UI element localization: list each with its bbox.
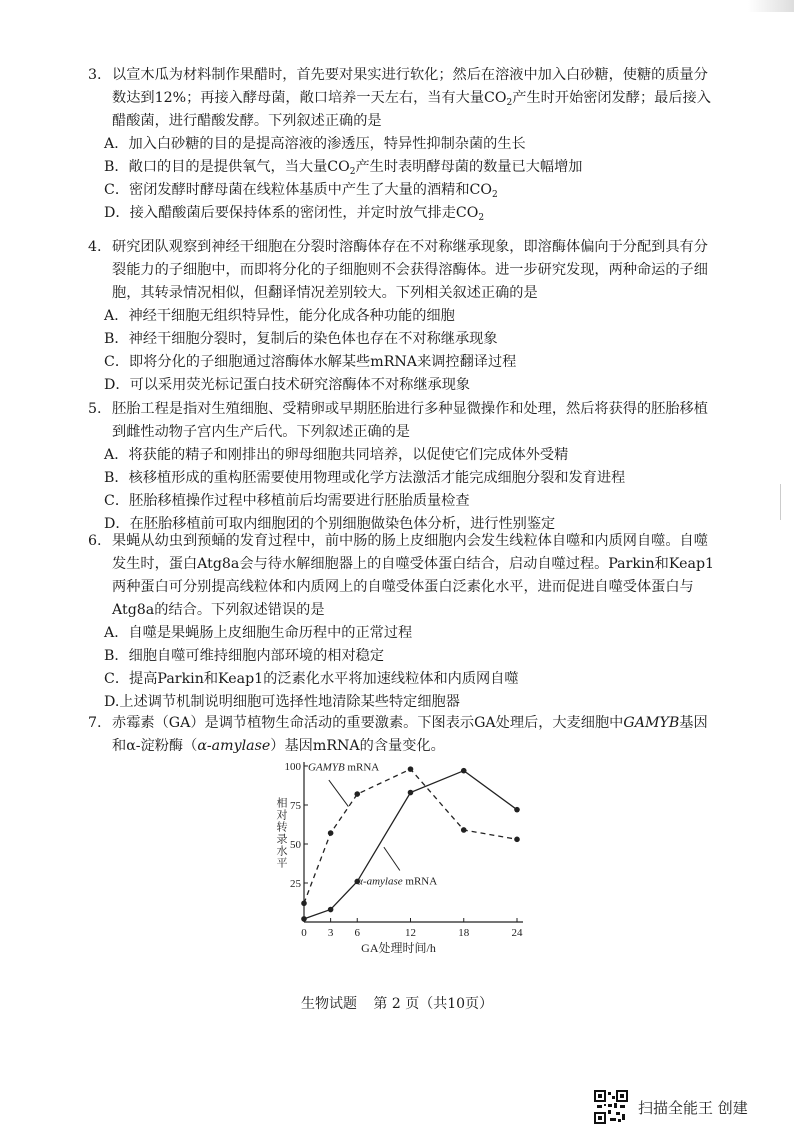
stem-text: 基因和α-淀粉酶（: [112, 715, 708, 754]
stem-text: 研究团队观察到神经干细胞在分裂时溶酶体存在不对称继承现象，即溶酶体偏向于分配到具有分裂能力的子细胞中，而即将分化的子细胞则不会获得溶酶体。进一步研究发现，两种命运的子细胞，其转录情况相似，但翻译情况差别较大。下列相关叙述正确的是: [112, 239, 708, 301]
option-label: C．: [104, 671, 130, 687]
data-point: [514, 837, 520, 843]
option-b: [88, 645, 718, 668]
option-text: 核移植形成的重构胚需要使用物理或化学方法激活才能完成细胞分裂和发育进程: [128, 470, 626, 486]
option-b: [88, 156, 718, 179]
data-point: [461, 827, 467, 833]
y-tick-label: 100: [284, 761, 301, 773]
subscript: 2: [349, 167, 356, 177]
option-label: D．: [104, 516, 130, 532]
x-tick-label: 6: [354, 927, 360, 939]
option-text: 自噬是果蝇肠上皮细胞生命历程中的正常过程: [128, 625, 413, 641]
question-5: [88, 398, 718, 536]
scanner-label: 扫描全能王 创建: [638, 1098, 748, 1117]
data-point: [328, 830, 334, 836]
option-text: 神经干细胞分裂时，复制后的染色体也存在不对称继承现象: [128, 331, 498, 347]
option-label: C．: [104, 493, 130, 509]
option-text: 将获能的精子和刚排出的卵母细胞共同培养，以促使它们完成体外受精: [128, 447, 569, 463]
y-axis-label: 相对转录水平: [275, 797, 287, 869]
option-label: D．: [104, 377, 130, 393]
option-c: [88, 668, 718, 691]
data-point: [408, 790, 414, 796]
data-point: [301, 916, 307, 922]
series-label-gamyb: GAMYB mRNA: [308, 761, 380, 774]
stem-text: 赤霉素（GA）是调节植物生命活动的重要激素。下图表示GA处理后，大麦细胞中: [112, 715, 624, 731]
option-label: A．: [104, 625, 129, 641]
subscript: 2: [478, 213, 485, 223]
stem-text: 果蝇从幼虫到预蛹的发育过程中，前中肠的肠上皮细胞内会发生线粒体自噬和内质网自噬。自噬发生时，蛋白Atg8a会与待水解细胞器上的自噬受体蛋白结合，启动自噬过程。Parkin和Keap1两种蛋白可分别提高线粒体和内质网上的自噬受体蛋白泛素化水平，进而促进自噬受体蛋白与Atg8a的结合。下列叙述错误的是: [112, 533, 715, 618]
x-tick-label: 18: [458, 927, 470, 939]
question-stem: [88, 530, 718, 622]
option-text: 可以采用荧光标记蛋白技术研究溶酶体不对称继承现象: [129, 377, 471, 393]
option-label: C．: [104, 354, 130, 370]
stem-text: 胚胎工程是指对生殖细胞、受精卵或早期胚胎进行多种显微操作和处理，然后将获得的胚胎移植到雌性动物子宫内生产后代。下列叙述正确的是: [112, 401, 708, 440]
x-tick-label: 24: [511, 927, 523, 939]
gene-name-italic: GAMYB: [623, 715, 680, 731]
data-point: [328, 907, 334, 913]
option-text: 上述调节机制说明细胞可选择性地清除某些特定细胞器: [119, 694, 460, 710]
option-label: B．: [104, 331, 129, 347]
series-label-amylase: α-amylase mRNA: [357, 875, 438, 888]
option-text: 接入醋酸菌后要保持体系的密闭性，并定时放气排走CO: [129, 205, 479, 221]
enzyme-name-italic: α-amylase: [197, 738, 271, 754]
option-text: 在胚胎移植前可取内细胞团的个别细胞做染色体分析，进行性别鉴定: [129, 516, 556, 532]
question-number: 3.: [88, 67, 102, 83]
option-text: 细胞自噬可维持细胞内部环境的相对稳定: [128, 648, 385, 664]
question-number: 7.: [88, 715, 102, 731]
question-number: 6.: [88, 533, 102, 549]
option-label: B．: [104, 470, 129, 486]
option-label: B．: [104, 159, 129, 175]
footer-subject: 生物试题: [300, 996, 357, 1012]
stem-text: 产生时开始密闭发酵；最后接入醋酸菌，进行醋酸发酵。下列叙述正确的是: [112, 90, 711, 129]
option-text: 产生时表明酵母菌的数量已大幅增加: [355, 159, 583, 175]
option-a: [88, 133, 718, 156]
option-text: 加入白砂糖的目的是提高溶液的渗透压，特异性抑制杂菌的生长: [128, 136, 526, 152]
data-point: [354, 791, 360, 797]
option-a: [88, 305, 718, 328]
question-stem: [88, 236, 718, 305]
option-label: B．: [104, 648, 129, 664]
question-number: 5.: [88, 401, 102, 417]
question-stem: [88, 398, 718, 444]
stem-text: ）基因mRNA的含量变化。: [270, 738, 445, 754]
y-tick-label: 75: [290, 800, 301, 812]
x-tick-label: 12: [405, 927, 416, 939]
option-c: [88, 490, 718, 513]
data-point: [461, 768, 467, 774]
question-stem: [88, 64, 718, 133]
option-label: D.: [104, 694, 120, 710]
subscript: 2: [506, 98, 513, 108]
series-leader-gamyb: [329, 780, 349, 807]
subscript: 2: [492, 190, 498, 200]
question-6: [88, 530, 718, 714]
qr-code-icon: [594, 1090, 628, 1124]
scan-edge-mark: [748, 0, 794, 12]
y-tick-label: 25: [290, 878, 301, 890]
option-b: [88, 467, 718, 490]
x-tick-label: 3: [327, 927, 334, 939]
option-c: [88, 351, 718, 374]
stem-text: 以宣木瓜为材料制作果醋时，首先要对果实进行软化；然后在溶液中加入白砂糖，使糖的质量分数达到12%；再接入酵母菌，敞口培养一天左右，当有大量CO: [112, 67, 708, 106]
x-tick-label: 0: [301, 927, 307, 939]
page-footer: [0, 993, 794, 1013]
data-point: [408, 766, 414, 772]
question-number: 4.: [88, 239, 102, 255]
option-text: 密闭发酵时酵母菌在线粒体基质中产生了大量的酒精和CO: [129, 182, 493, 198]
question-4: [88, 236, 718, 397]
option-label: C．: [104, 182, 130, 198]
option-a: [88, 444, 718, 467]
data-point: [301, 900, 307, 906]
scanner-watermark: [594, 1090, 748, 1124]
option-d: [88, 691, 718, 714]
option-text: 神经干细胞无组织特异性，能分化成各种功能的细胞: [128, 308, 455, 324]
option-text: 敞口的目的是提供氧气，当大量CO: [128, 159, 350, 175]
option-text: 胚胎移植操作过程中移植前后均需要进行胚胎质量检查: [129, 493, 470, 509]
question-3: [88, 64, 718, 225]
option-label: A．: [104, 447, 129, 463]
scan-edge-mark-right: [780, 484, 791, 520]
option-d: [88, 374, 718, 397]
option-text: 即将分化的子细胞通过溶酶体水解某些mRNA来调控翻译过程: [129, 354, 517, 370]
series-leader-amylase: [384, 847, 400, 870]
option-c: [88, 179, 718, 202]
option-label: D．: [104, 205, 130, 221]
footer-page-number: 第 2 页（共10页）: [373, 996, 494, 1012]
x-axis-label: GA处理时间/h: [361, 941, 436, 955]
option-label: A．: [104, 136, 129, 152]
transcription-line-chart: [275, 752, 542, 955]
option-d: [88, 202, 718, 225]
option-text: 提高Parkin和Keap1的泛素化水平将加速线粒体和内质网自噬: [129, 671, 519, 687]
option-b: [88, 328, 718, 351]
data-point: [514, 807, 520, 813]
y-tick-label: 50: [290, 839, 301, 851]
option-a: [88, 622, 718, 645]
option-label: A．: [104, 308, 129, 324]
